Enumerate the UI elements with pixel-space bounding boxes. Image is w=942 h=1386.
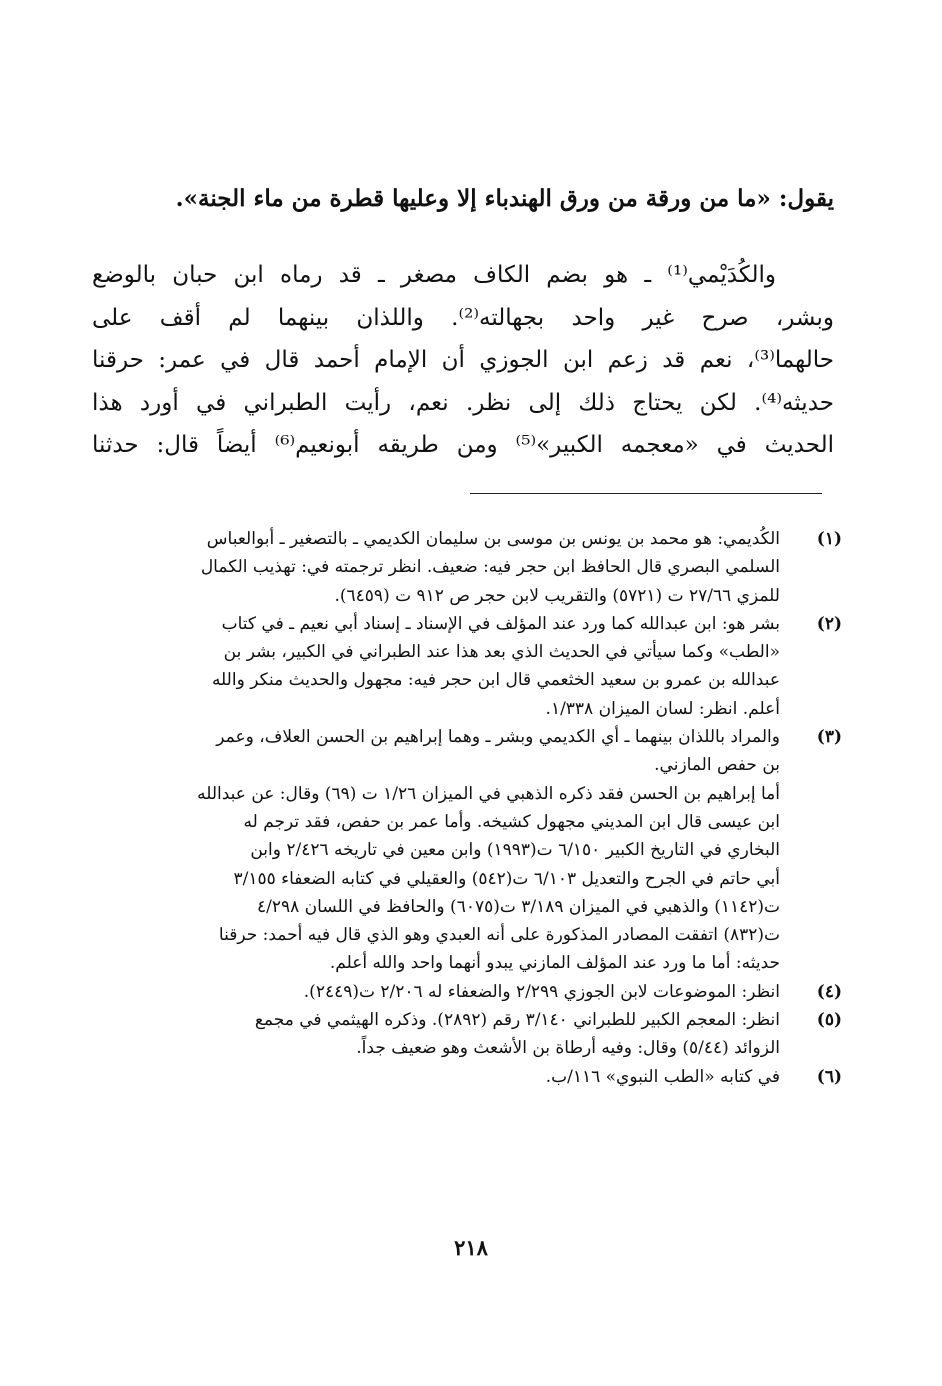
footnote-line: الكُديمي: هو محمد بن يونس بن موسى بن سليمان الكديمي ـ بالتصغير ـ أبوالعباس <box>206 529 780 549</box>
footnote-5 <box>100 1006 842 1063</box>
footnote-line: الزوائد (٥/٤٤) وقال: وفيه أرطاة بن الأشعث وهو ضعيف جداً. <box>356 1038 780 1059</box>
footnote-line: أبي حاتم في الجرح والتعديل ٦/١٠٣ ت(٥٤٢) والعقيلي في كتابه الضعفاء ٣/١٥٥ <box>233 868 780 889</box>
footnote-line: عبدالله بن عمرو بن سعيد الخثعمي قال ابن حجر فيه: مجهول والحديث منكر والله <box>211 670 780 691</box>
main-line: حديثه⁽⁴⁾. لكن يحتاج ذلك إلى نظر. نعم، رأيت الطبراني في أورد هذا <box>92 389 834 416</box>
quote-line <box>92 178 834 220</box>
main-paragraph <box>92 254 834 467</box>
footnote-1 <box>100 525 842 610</box>
footnote-line: أما إبراهيم بن الحسن فقد ذكره الذهبي في الميزان ١/٢٦ ت (٦٩) وقال: عن عبدالله <box>197 783 780 804</box>
footnote-line: والمراد باللذان بينهما ـ أي الكديمي وبشر ـ وهما إبراهيم بن الحسن العلاف، وعمر <box>216 727 780 748</box>
quote-text: يقول: «ما من ورقة من ورق الهندباء إلا وعليها قطرة من ماء الجنة». <box>175 185 834 212</box>
footnote-line: حديثه: أما ما ورد عند المؤلف المازني يبدو أنهما واحد والله أعلم. <box>329 953 780 974</box>
main-line: وبشر، صرح غير واحد بجهالته⁽²⁾. واللذان بينهما لم أقف على <box>92 304 834 331</box>
main-line: والكُدَيْمي⁽¹⁾ ـ هو بضم الكاف مصغر ـ قد رماه ابن حبان بالوضع <box>92 262 776 288</box>
footnote-line: السلمي البصري قال الحافظ ابن حجر فيه: ضعيف. انظر ترجمته في: تهذيب الكمال <box>200 557 780 578</box>
footnote-line: انظر: المعجم الكبير للطبراني ٣/١٤٠ رقم (٢٨٩٢). وذكره الهيثمي في مجمع <box>254 1010 780 1031</box>
footnote-line: بن حفص المازني. <box>654 755 780 776</box>
footnote-line: بشر هو: ابن عبدالله كما ورد عند المؤلف في الإسناد ـ إسناد أبي نعيم ـ في كتاب <box>221 613 780 634</box>
main-line: الحديث في «معجمه الكبير»⁽⁵⁾ ومن طريقه أبونعيم⁽⁶⁾ أيضاً قال: حدثنا <box>92 432 834 458</box>
footnote-number: (٣) <box>816 727 842 748</box>
footnote-line: في كتابه «الطب النبوي» ١١٦/ب. <box>545 1066 780 1087</box>
footnote-line: للمزي ٢٧/٦٦ ت (٥٧٢١) والتقريب لابن حجر ص ٩١٢ ت (٦٤٥٩). <box>334 585 780 606</box>
page-number: ٢١٨ <box>454 1235 488 1260</box>
footnote-number: (٤) <box>816 981 842 1002</box>
footnote-line: ت(١١٤٢) والذهبي في الميزان ٣/١٨٩ ت(٦٠٧٥) والحافظ في اللسان ٤/٢٩٨ <box>256 896 780 917</box>
footnote-divider <box>470 493 822 494</box>
footnote-2 <box>100 610 842 723</box>
main-line: حالهما⁽³⁾، نعم قد زعم ابن الجوزي أن الإمام أحمد قال في عمر: حرقنا <box>92 347 834 373</box>
footnote-line: «الطب» وكما سيأتي في الحديث الذي بعد هذا عند الطبراني في الكبير، بشر بن <box>223 642 780 663</box>
footnote-3 <box>100 723 842 978</box>
footnote-line: انظر: الموضوعات لابن الجوزي ٢/٢٩٩ والضعفاء له ٢/٢٠٦ ت(٢٤٤٩). <box>303 981 780 1002</box>
footnote-4 <box>100 978 842 1006</box>
footnote-number: (٢) <box>816 613 842 634</box>
footnote-number: (١) <box>816 529 842 549</box>
footnote-line: البخاري في التاريخ الكبير ٦/١٥٠ ت(١٩٩٣) وابن معين في تاريخه ٢/٤٢٦ وابن <box>250 840 780 861</box>
footnote-number: (٦) <box>816 1066 842 1087</box>
footnote-line: أعلم. انظر: لسان الميزان ١/٣٣٨. <box>545 698 780 719</box>
footnote-line: ت(٨٣٢) اتفقت المصادر المذكورة على أنه العبدي وهو الذي قال فيه أحمد: حرقنا <box>218 925 780 946</box>
footnote-number: (٥) <box>816 1010 842 1031</box>
footnote-6 <box>100 1063 842 1091</box>
footnote-line: ابن عيسى قال ابن المديني مجهول كشيخه. وأما عمر بن حفص، فقد ترجم له <box>243 811 780 832</box>
footnotes <box>100 525 842 1091</box>
